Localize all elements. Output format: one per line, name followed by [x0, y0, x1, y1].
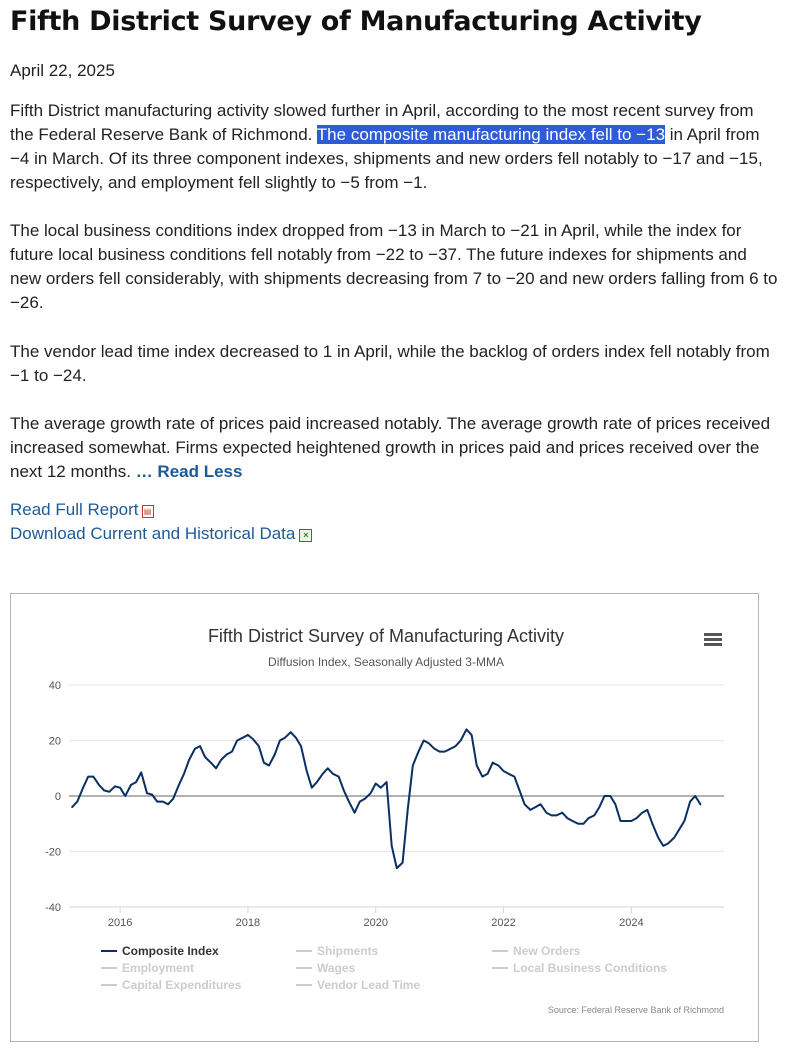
legend-item-shipments[interactable] [296, 944, 379, 958]
summary-text-1a: Fifth District manufacturing activity slowed further in April, according to the most recent survey from the Federal Reserve Bank of Richmond. [10, 101, 754, 144]
legend-item-composite-index[interactable] [101, 944, 219, 958]
legend-label: Vendor Lead Time [317, 978, 421, 992]
y-tick-label: -40 [45, 902, 61, 914]
chart-container [10, 593, 759, 1042]
download-data-link[interactable] [10, 524, 312, 544]
summary-paragraph-2: The local business conditions index dropped from −13 in March to −21 in April, while the index for future local business conditions fell notably from −22 to −37. The future indexes for shipments and new orders fell considerably, with shipments decreasing from 7 to −20 and new orders falling from 6 to −26. [10, 221, 778, 312]
excel-icon: × [299, 529, 312, 542]
page-title: Fifth District Survey of Manufacturing Activity [10, 6, 702, 37]
summary-text-1b: in April from −4 in March. Of its three component indexes, shipments and new orders fell notably to −17 and −15, respectively, and employment fell slightly to −5 from −1. [10, 125, 763, 192]
x-tick-label: 2016 [107, 917, 133, 929]
chart-credit: Source: Federal Reserve Bank of Richmond [547, 1005, 724, 1015]
summary-paragraph-4 [10, 412, 780, 484]
chart-title: Fifth District Survey of Manufacturing Activity [207, 626, 565, 646]
summary-paragraph-3: The vendor lead time index decreased to 1 in April, while the backlog of orders index fell notably from −1 to −24. [10, 342, 770, 385]
legend-label: Wages [317, 961, 356, 975]
x-tick-label: 2020 [363, 917, 388, 929]
publish-date: April 22, 2025 [10, 61, 115, 80]
legend-label: Capital Expenditures [122, 978, 242, 992]
highlighted-selection: The composite manufacturing index fell to −13 [316, 125, 666, 144]
legend-label: New Orders [513, 944, 581, 958]
legend-item-new-orders[interactable] [492, 944, 581, 958]
legend-item-capital-expenditures[interactable] [101, 978, 242, 992]
legend-item-local-business-conditions[interactable] [492, 961, 667, 975]
chart-grid [69, 685, 724, 907]
y-tick-label: 0 [54, 791, 61, 803]
y-tick-label: 40 [48, 680, 61, 692]
chart-menu-icon[interactable] [704, 633, 722, 646]
composite-index-line [72, 729, 700, 868]
chart-svg [11, 594, 758, 1041]
chart-legend [101, 944, 667, 992]
legend-label: Local Business Conditions [513, 961, 668, 975]
x-tick-label: 2022 [491, 917, 516, 929]
chart-series-layer [72, 729, 700, 868]
legend-label: Composite Index [122, 944, 219, 958]
x-tick-label: 2018 [235, 917, 261, 929]
legend-item-employment[interactable] [101, 961, 194, 975]
legend-label: Employment [122, 961, 195, 975]
chart-subtitle: Diffusion Index, Seasonally Adjusted 3-MMA [268, 655, 504, 669]
y-tick-label: 20 [48, 735, 61, 748]
x-tick-label: 2024 [619, 917, 644, 929]
read-full-report-label[interactable]: Read Full Report [10, 500, 139, 519]
y-tick-label: -20 [45, 846, 61, 859]
legend-item-wages[interactable] [296, 961, 356, 975]
read-less-link[interactable]: … Read Less [135, 462, 243, 481]
chart-axis-ticks [45, 680, 643, 929]
legend-item-vendor-lead-time[interactable] [296, 978, 420, 992]
summary-paragraph-1 [10, 99, 780, 195]
legend-label: Shipments [317, 944, 379, 958]
summary-text-4: The average growth rate of prices paid increased notably. The average growth rate of prices received increased somewhat. Firms expected heightened growth in prices paid and prices received over the next 12 months. [10, 414, 771, 481]
read-full-report-link[interactable] [10, 500, 154, 520]
pdf-icon: ▤ [142, 505, 154, 518]
download-data-label[interactable]: Download Current and Historical Data [10, 524, 296, 543]
